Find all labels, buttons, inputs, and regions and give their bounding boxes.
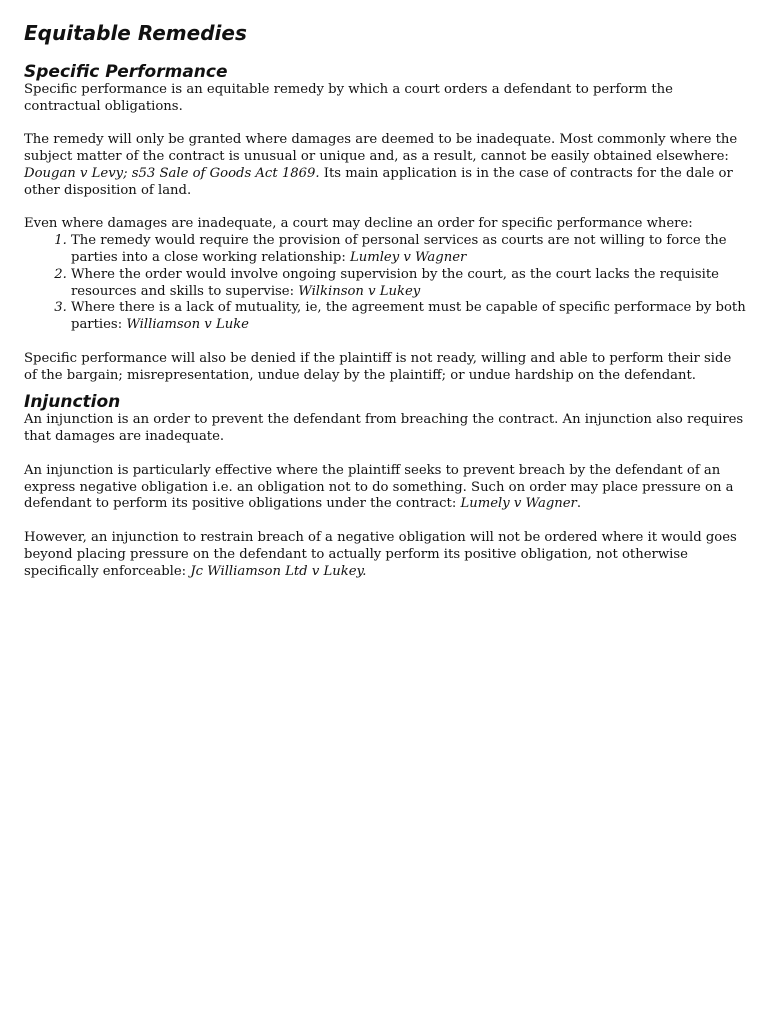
paragraph bbox=[24, 351, 748, 385]
case-citation: Lumely v Wagner bbox=[460, 496, 577, 512]
paragraph-text: Specific performance is an equitable remedy by which a court orders a defendant to perform the contractual obligations. bbox=[24, 82, 673, 114]
paragraph-text: Specific performance will also be denied if the plaintiff is not ready, willing and able to perform their side of the bargain; misrepresentation, undue delay by the plaintiff; or undue hardship on the defendant. bbox=[24, 350, 732, 383]
section-heading-specific-performance: Specific Performance bbox=[24, 62, 228, 82]
list-item bbox=[71, 233, 748, 267]
case-citation: Jc Williamson Ltd v Lukey. bbox=[190, 563, 367, 579]
paragraph bbox=[24, 463, 748, 513]
document-page bbox=[24, 20, 748, 597]
paragraph bbox=[24, 132, 748, 199]
list-item-text: Where there is a lack of mutuality, ie, the agreement must be capable of specific performace by both parties: bbox=[71, 300, 746, 333]
paragraph bbox=[24, 412, 748, 446]
paragraph-text: The remedy will only be granted where damages are deemed to be inadequate. Most commonly where the subject matter of the contract is unusual or unique and, as a result, cannot be easily obtained elsewhere: bbox=[24, 132, 738, 165]
case-citation: Wilkinson v Lukey bbox=[298, 283, 421, 299]
paragraph-text: An injunction is an order to prevent the defendant from breaching the contract. An injunction also requires that damages are inadequate. bbox=[24, 412, 744, 445]
case-citation: Lumley v Wagner bbox=[349, 249, 467, 265]
paragraph-text: An injunction is particularly effective where the plaintiff seeks to prevent breach by the defendant of an express negative obligation i.e. an obligation not to do something. Such on order may place pressure on a defendant to perform its positive obligations under the contract: bbox=[24, 462, 734, 512]
paragraph bbox=[24, 82, 748, 116]
list-item-text: The remedy would require the provision of personal services as courts are not willing to force the parties into a close working relationship: bbox=[71, 233, 727, 265]
paragraph-text: Even where damages are inadequate, a court may decline an order for specific performance where: bbox=[24, 216, 693, 232]
list-item-text: Where the order would involve ongoing supervision by the court, as the court lacks the requisite resources and skills to supervise: bbox=[71, 266, 719, 299]
paragraph bbox=[24, 530, 748, 580]
document-title: Equitable Remedies bbox=[24, 21, 247, 45]
case-citation: Dougan v Levy; s53 Sale of Goods Act 1869. bbox=[24, 165, 320, 181]
section-heading-injunction: Injunction bbox=[24, 392, 121, 413]
paragraph-text: . bbox=[576, 496, 582, 512]
paragraph bbox=[24, 216, 748, 233]
list-item bbox=[71, 300, 748, 334]
list-item bbox=[71, 267, 748, 301]
paragraph-text: However, an injunction to restrain breach of a negative obligation will not be ordered where it would goes beyond placing pressure on the defendant to actually perform its positive obligation, not otherwise specifically enforceable: bbox=[24, 529, 737, 579]
case-citation: Williamson v Luke bbox=[126, 317, 249, 333]
conditions-list bbox=[24, 233, 748, 334]
paragraph-text: Its main application is in the case of contracts for the dale or other disposition of land. bbox=[24, 165, 733, 198]
